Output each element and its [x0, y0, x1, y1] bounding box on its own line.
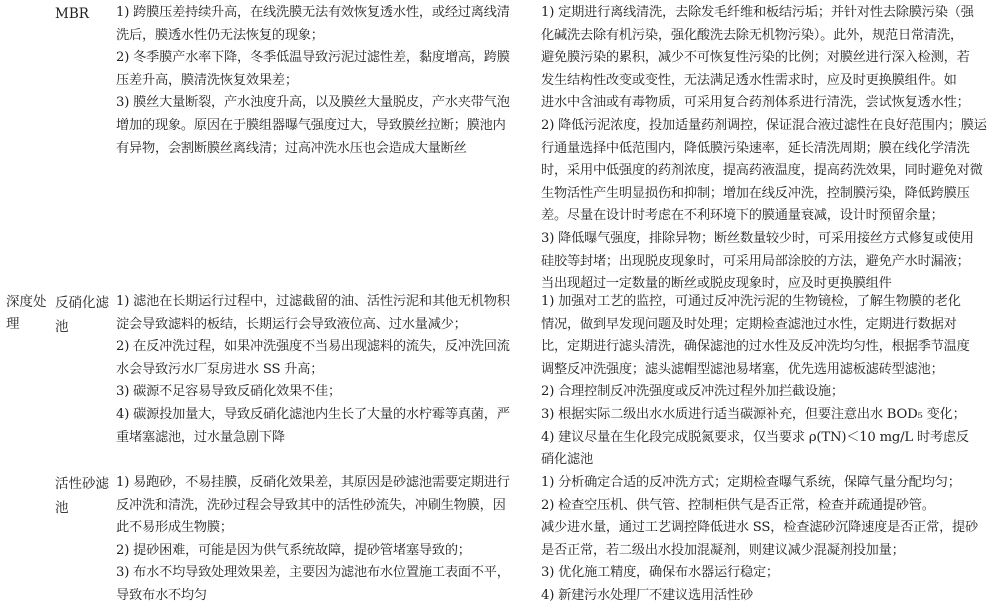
solution-line: 比，定期进行滤头清洗，确保滤池的过水性及反冲洗均匀性，根据季节温度: [541, 339, 970, 355]
problem-line: 洗后，膜透水性仍无法恢复的现象；: [116, 27, 324, 43]
process-line: 池: [55, 500, 69, 516]
solution-line: 2) 合理控制反冲洗强度或反冲洗过程外加拦截设施；: [541, 384, 844, 400]
process-cell: [55, 2, 113, 26]
problem-line: 3) 布水不均导致处理效果差，主要因为滤池布水位置施工表面不平，: [116, 565, 510, 581]
solution-line: 3) 优化施工精度，确保布水器运行稳定；: [541, 565, 779, 581]
solution-line: 硝化滤池: [541, 452, 593, 468]
category-line: 深度处: [6, 294, 47, 310]
solution-line: 1) 定期进行离线清洗，去除发毛纤维和板结污垢；并针对性去除膜污染（强: [541, 5, 974, 20]
problem-line: 反冲洗和清洗，洗砂过程会导致其中的活性砂流失，冲刷生物膜，因: [116, 497, 506, 513]
problem-cell: [116, 2, 536, 160]
problem-line: 2) 在反冲洗过程，如果冲洗强度不当易出现滤料的流失，反冲洗回流: [116, 339, 510, 355]
problem-line: 增加的现象。原因在于膜组器曝气强度过大，导致膜丝拉断；膜池内: [116, 117, 506, 133]
table-row-denitrification-filter: [0, 291, 1000, 467]
solution-line: 生物活性产生明显损伤和抑制；增加在线反冲洗，控制膜污染，降低跨膜压: [541, 185, 970, 201]
problem-cell: [116, 472, 536, 608]
solution-line: 3) 根据实际二级出水水质进行适当碳源补充，但要注意出水 BOD₅ 变化；: [541, 406, 966, 422]
problem-line: 2) 冬季膜产水率下降，冬季低温导致污泥过滤性差，黏度增高，跨膜: [116, 50, 510, 66]
solution-line: 调整反冲洗强度；滤头滤帽型滤池易堵塞，优先选用滤板滤砖型滤池；: [541, 361, 944, 377]
solution-line: 2) 降低污泥浓度，投加适量药剂调控，保证混合液过滤性在良好范围内；膜运: [541, 117, 987, 133]
problem-line: 压差升高，膜清洗恢复效果差；: [116, 72, 298, 88]
process-line: 活性砂滤: [55, 476, 109, 492]
problem-line: 淀会导致滤料的板结，长期运行会导致液位高、过水量减少；: [116, 316, 467, 332]
category-line: 理: [6, 316, 20, 332]
solution-line: 时，采用中低强度的药剂浓度，提高药液温度，提高药洗效果，同时避免对微: [541, 163, 983, 179]
solution-line: 减少进水量，通过工艺调控降低进水 SS，检查滤砂沉降速度是否正常，提砂: [541, 520, 979, 536]
problem-line: 1) 易跑砂，不易挂膜，反硝化效果差，其原因是砂滤池需要定期进行: [116, 475, 510, 490]
solution-line: 情况，做到早发现问题及时处理；定期检查滤池过水性，定期进行数据对: [541, 316, 957, 332]
solution-cell: [541, 2, 996, 296]
problem-line: 导致布水不均匀: [116, 587, 207, 603]
solution-line: 差。尽量在设计时考虑在不利环境下的膜通量衰减，设计时预留余量；: [541, 208, 944, 224]
solution-line: 当出现超过一定数量的断丝或脱皮现象时，应及时更换膜组件: [541, 276, 892, 292]
problem-cell: [116, 291, 536, 449]
problem-line: 1) 滤池在长期运行过程中，过滤截留的油、活性污泥和其他无机物积: [116, 294, 510, 309]
process-cell: [55, 291, 113, 339]
table-row-active-sand-filter: [0, 472, 1000, 606]
process-cell: [55, 472, 113, 520]
problem-line: 水会导致污水厂泵房进水 SS 升高；: [116, 361, 324, 377]
problem-line: 3) 膜丝大量断裂，产水浊度升高，以及膜丝大量脱皮，产水夹带气泡: [116, 95, 510, 111]
category-cell: [6, 291, 50, 335]
solution-line: 避免膜污染的累积，减少不可恢复性污染的比例；对膜丝进行深入检测，若: [541, 50, 970, 66]
table-row-mbr: [0, 2, 1000, 292]
problem-line: 4) 碳源投加量大，导致反硝化滤池内生长了大量的水柠霉等真菌，严: [116, 406, 510, 422]
solution-line: 4) 新建污水处理厂不建议选用活性砂: [541, 587, 753, 603]
problem-line: 此不易形成生物膜；: [116, 520, 233, 536]
solution-line: 1) 加强对工艺的监控，可通过反冲洗污泥的生物镜检，了解生物膜的老化: [541, 294, 961, 309]
solution-line: 进水中含油或有毒物质，可采用复合药剂体系进行清洗，尝试恢复透水性；: [541, 95, 970, 111]
solution-line: 3) 降低曝气强度，排除异物；断丝数量较少时，可采用接丝方式修复或使用: [541, 230, 974, 246]
solution-line: 行通量选择中低范围内，降低膜污染速率，延长清洗周期；膜在线化学清洗: [541, 140, 970, 156]
solution-line: 1) 分析确定合适的反冲洗方式；定期检查曝气系统，保障气量分配均匀；: [541, 475, 961, 490]
problem-line: 3) 碳源不足容易导致反硝化效果不佳；: [116, 384, 341, 400]
solution-line: 发生结构性改变或变性，无法满足透水性需求时，应及时更换膜组件。如: [541, 72, 957, 88]
solution-cell: [541, 291, 996, 472]
problem-line: 2) 提砂困难，可能是因为供气系统故障，提砂管堵塞导致的；: [116, 542, 471, 558]
solution-line: 硅胶等封堵；出现脱皮现象时，可采用局部涂胶的方法，避免产水时漏液；: [541, 253, 970, 269]
process-line: 反硝化滤: [55, 295, 109, 311]
solution-line: 2) 检查空压机、供气管、控制柜供气是否正常，检查并疏通提砂管。: [541, 497, 935, 513]
problem-line: 有异物，会割断膜丝离线清；过高冲洗水压也会造成大量断丝: [116, 140, 467, 156]
process-line: MBR: [55, 6, 89, 22]
solution-line: 化碱洗去除有机污染，强化酸洗去除无机物污染）。此外，规范日常清洗，: [541, 27, 963, 43]
process-line: 池: [55, 319, 69, 335]
solution-cell: [541, 472, 996, 608]
problem-line: 重堵塞滤池，过水量急剧下降: [116, 429, 285, 445]
solution-line: 4) 建议尽量在生化段完成脱氮要求，仅当要求 ρ(TN)＜10 mg/L 时考虑反: [541, 429, 969, 445]
problem-line: 1) 跨膜压差持续升高，在线洗膜无法有效恢复透水性，或经过离线清: [116, 5, 510, 20]
solution-line: 是否正常，若二级出水投加混凝剂，则建议减少混凝剂投加量；: [541, 542, 905, 558]
